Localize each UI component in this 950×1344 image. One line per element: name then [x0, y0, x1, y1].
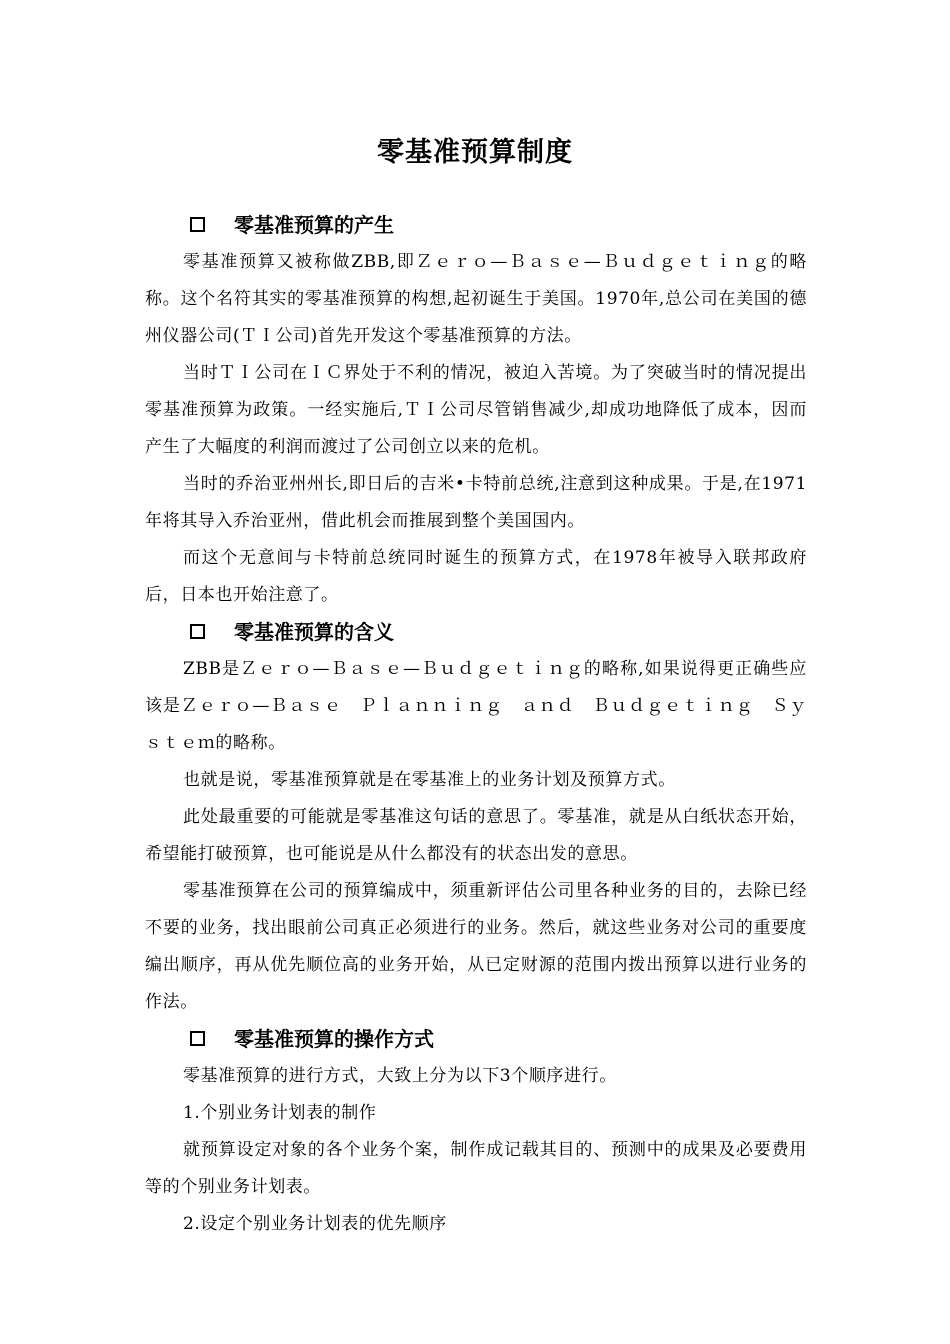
section-heading-text: 零基准预算的含义: [234, 620, 394, 644]
document-title: 零基准预算制度: [377, 137, 573, 168]
document-body: [145, 207, 807, 1243]
section-heading: [145, 207, 807, 244]
checkbox-icon: [190, 217, 205, 232]
paragraph: 当时的乔治亚州州长,即日后的吉米•卡特前总统,注意到这种成果。于是,在1971年将其导入乔治亚州，借此机会而推展到整个美国国内。: [145, 474, 807, 531]
section-heading: [145, 1021, 807, 1058]
checkbox-icon: [190, 624, 205, 639]
paragraph: 零基准预算的进行方式，大致上分为以下3个顺序进行。: [183, 1066, 617, 1086]
paragraph: 零基准预算在公司的预算编成中，须重新评估公司里各种业务的目的，去除已经不要的业务，找出眼前公司真正必须进行的业务。然后，就这些业务对公司的重要度编出顺序，再从优先顺位高的业务开始，从已定财源的范围内拨出预算以进行业务的作法。: [145, 881, 807, 1012]
paragraph: 就预算设定对象的各个业务个案，制作成记载其目的、预测中的成果及必要费用等的个别业务计划表。: [145, 1140, 807, 1197]
paragraph: 而这个无意间与卡特前总统同时诞生的预算方式，在1978年被导入联邦政府后，日本也开始注意了。: [145, 548, 807, 605]
paragraph: 此处最重要的可能就是零基准这句话的意思了。零基准，就是从白纸状态开始，希望能打破预算，也可能说是从什么都没有的状态出发的意思。: [145, 807, 807, 864]
section-heading-text: 零基准预算的操作方式: [234, 1027, 434, 1051]
list-item-heading: 1.个别业务计划表的制作: [183, 1103, 377, 1123]
paragraph: ZBB是Ｚｅｒｏ—Ｂａｓｅ—Ｂｕｄｇｅｔｉｎｇ的略称,如果说得更正确些应该是Ｚｅｒｏ—Ｂａｓｅ Ｐｌａｎｎｉｎｇ ａｎｄ Ｂｕｄｇｅｔｉｎｇ Ｓｙｓｔｅｍ的略称。: [145, 659, 807, 753]
paragraph: 当时ＴＩ公司在ＩＣ界处于不利的情况，被迫入苦境。为了突破当时的情况提出零基准预算为政策。一经实施后,ＴＩ公司尽管销售减少,却成功地降低了成本，因而产生了大幅度的利润而渡过了公司创立以来的危机。: [145, 363, 807, 457]
list-item-heading: 2.设定个别业务计划表的优先顺序: [183, 1214, 447, 1234]
checkbox-icon: [190, 1031, 205, 1046]
paragraph: 零基准预算又被称做ZBB,即Ｚｅｒｏ—Ｂａｓｅ—Ｂｕｄｇｅｔｉｎｇ的略称。这个名符其实的零基准预算的构想,起初诞生于美国。1970年,总公司在美国的德州仪器公司(ＴＩ公司)首先开发这个零基准预算的方法。: [145, 252, 807, 346]
paragraph: 也就是说，零基准预算就是在零基准上的业务计划及预算方式。: [183, 770, 676, 790]
section-heading-text: 零基准预算的产生: [234, 213, 394, 237]
section-heading: [145, 614, 807, 651]
